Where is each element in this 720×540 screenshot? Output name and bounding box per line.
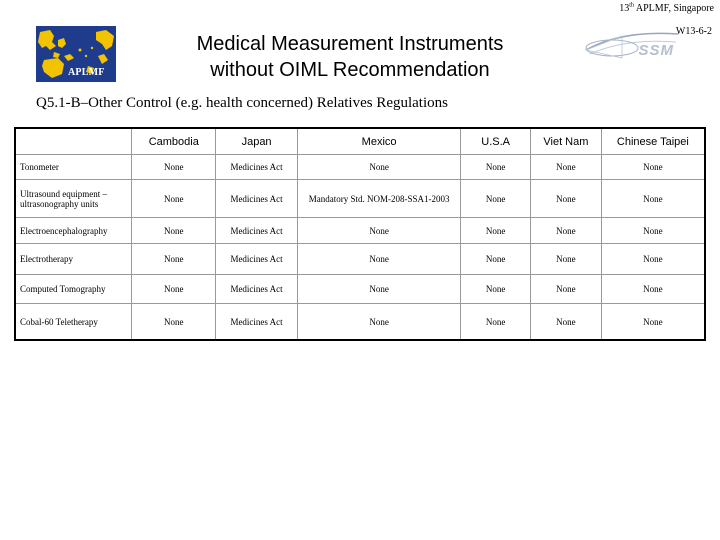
- aplmf-logo: [36, 26, 116, 82]
- conference-name: APLMF, Singapore: [633, 3, 714, 14]
- table-row: [15, 155, 705, 180]
- table-cell: None: [601, 275, 705, 304]
- row-label: Cobal-60 Teletherapy: [15, 304, 132, 341]
- table-cell: None: [297, 304, 460, 341]
- conference-number: 13: [619, 3, 630, 14]
- table-cell: None: [461, 180, 531, 218]
- conference-label: [619, 3, 714, 14]
- table-cell: None: [297, 155, 460, 180]
- table-cell: None: [531, 304, 602, 341]
- row-label: Ultrasound equipment – ultrasonography units: [15, 180, 132, 218]
- table-cell: None: [601, 244, 705, 275]
- row-label: Computed Tomography: [15, 275, 132, 304]
- table-cell: None: [461, 218, 531, 244]
- column-header-mexico: Mexico: [297, 128, 460, 155]
- table-row: [15, 304, 705, 341]
- column-header-cambodia: Cambodia: [132, 128, 216, 155]
- table-row: [15, 218, 705, 244]
- column-header-japan: Japan: [216, 128, 298, 155]
- table-cell: None: [531, 218, 602, 244]
- regulations-table: [14, 127, 706, 341]
- title-line-2: without OIML Recommendation: [210, 59, 490, 81]
- table-cell: None: [132, 304, 216, 341]
- header-corner: [15, 128, 132, 155]
- table-cell: None: [601, 180, 705, 218]
- ssm-logo-text: SSM: [638, 42, 674, 59]
- table-cell: None: [531, 244, 602, 275]
- table-row: [15, 244, 705, 275]
- table-row: [15, 180, 705, 218]
- table-cell: None: [297, 275, 460, 304]
- column-header-chinese-taipei: Chinese Taipei: [601, 128, 705, 155]
- table-cell: Medicines Act: [216, 304, 298, 341]
- table-cell: Medicines Act: [216, 155, 298, 180]
- table-cell: Medicines Act: [216, 218, 298, 244]
- table-header-row: [15, 128, 705, 155]
- table-cell: None: [601, 218, 705, 244]
- table-cell: None: [297, 218, 460, 244]
- table-cell: None: [461, 155, 531, 180]
- page-title: [140, 31, 560, 83]
- title-line-1: Medical Measurement Instruments: [196, 33, 504, 55]
- row-label: Tonometer: [15, 155, 132, 180]
- table-cell: None: [297, 244, 460, 275]
- column-header-usa: U.S.A: [461, 128, 531, 155]
- table-row: [15, 275, 705, 304]
- table-cell: None: [132, 244, 216, 275]
- section-subtitle: Q5.1-B–Other Control (e.g. health concerned) Relatives Regulations: [36, 95, 448, 111]
- row-label: Electrotherapy: [15, 244, 132, 275]
- table-cell: None: [132, 180, 216, 218]
- table-cell: None: [132, 275, 216, 304]
- conference-suffix: th: [629, 2, 634, 9]
- ssm-logo: [582, 28, 682, 68]
- table-cell: None: [461, 304, 531, 341]
- table-cell: None: [601, 155, 705, 180]
- table-cell: None: [601, 304, 705, 341]
- table-cell: Mandatory Std. NOM-208-SSA1-2003: [297, 180, 460, 218]
- table-cell: Medicines Act: [216, 180, 298, 218]
- document-code: W13-6-2: [675, 26, 712, 37]
- table-cell: None: [132, 155, 216, 180]
- table-cell: Medicines Act: [216, 275, 298, 304]
- table-cell: None: [132, 218, 216, 244]
- table-cell: None: [531, 155, 602, 180]
- table-cell: None: [461, 244, 531, 275]
- table-cell: Medicines Act: [216, 244, 298, 275]
- row-label: Electroencephalography: [15, 218, 132, 244]
- table-cell: None: [531, 180, 602, 218]
- table-cell: None: [461, 275, 531, 304]
- aplmf-logo-text: APLMF: [68, 67, 105, 78]
- table-cell: None: [531, 275, 602, 304]
- column-header-viet-nam: Viet Nam: [531, 128, 602, 155]
